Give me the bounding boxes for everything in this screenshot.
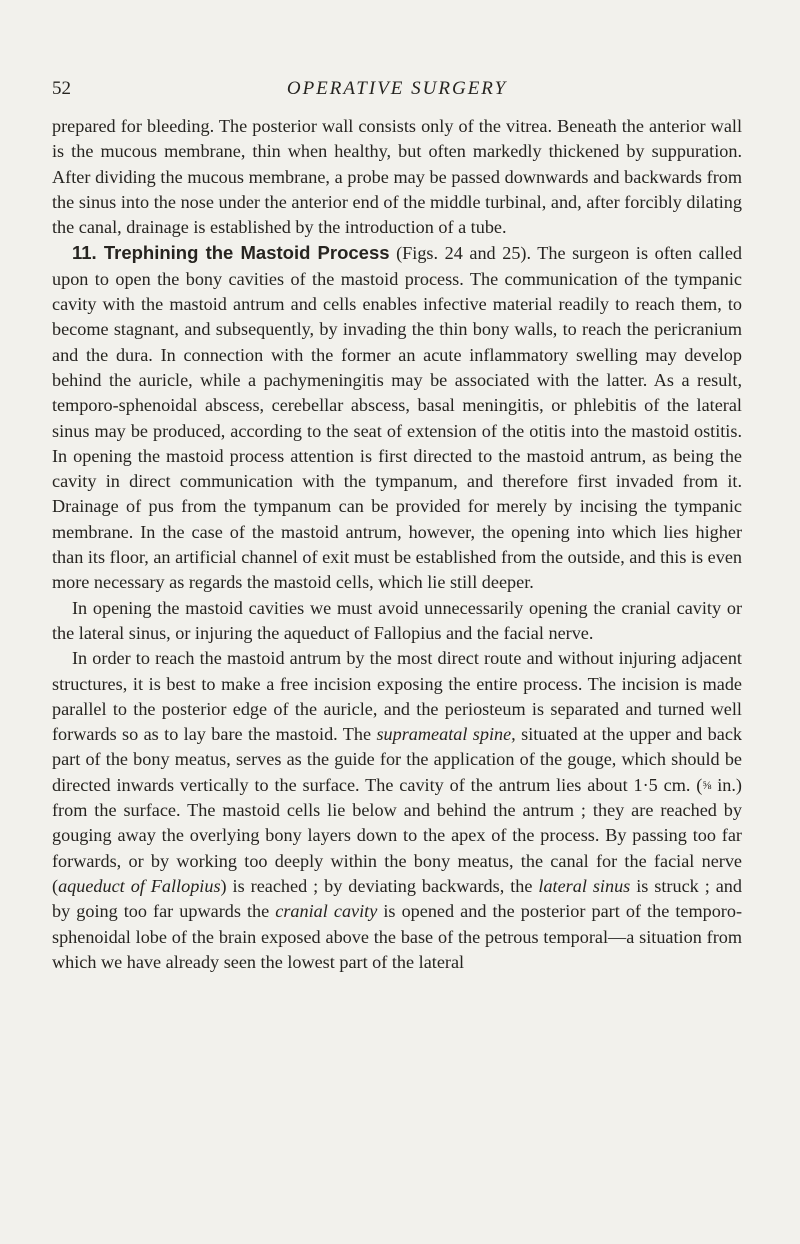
paragraph-4 [52, 646, 742, 975]
paragraph-4-text-6: is opened and the posterior part of the temporo-sphenoidal lobe of the brain exposed above the base of the petrous temporal—a situation from which we have already seen the lowest part of the lateral [52, 901, 742, 972]
fraction: ⅝ [702, 777, 712, 792]
term-aqueduct-of-fallopius: aqueduct of Fallopius [58, 875, 221, 896]
page-number: 52 [52, 78, 71, 99]
paragraph-4-text-4: ) is reached ; by deviating backwards, the [220, 875, 539, 896]
paragraph-2-text: (Figs. 24 and 25). The surgeon is often called upon to open the bony cavities of the mastoid process. The communication of the tympanic cavity with the mastoid antrum and cells enables infective material readily to reach them, to become stagnant, and subsequently, by invading the thin bony walls, to reach the pericranium and the dura. In connection with the former an acute inflammatory swelling may develop behind the auricle, while a pachymeningitis may be associated with the latter. As a result, temporo-sphenoidal abscess, cerebellar abscess, basal meningitis, or phlebitis of the lateral sinus may be produced, according to the seat of extension of the otitis into the mastoid ostitis. In opening the mastoid process attention is first directed to the mastoid antrum, as being the cavity in direct communication with the tympanum, and therefore first invaded from it. Drainage of pus from the tympanum can be provided for merely by incising the tympanic membrane. In the case of the mastoid antrum, however, the opening into which lies higher than its floor, an artificial channel of exit must be established from the outside, and this is even more necessary as regards the mastoid cells, which lie still deeper. [52, 243, 742, 593]
section-heading: 11. Trephining the Mastoid Process [72, 242, 390, 264]
paragraph-3: In opening the mastoid cavities we must avoid unnecessarily opening the cranial cavity or the lateral sinus, or injuring the aqueduct of Fallopius and the facial nerve. [52, 597, 742, 643]
paragraph-4-text-2: situated at the upper and back part of the bony meatus, serves as the guide for the application of the gouge, which should be directed inwards vertically to the surface. The cavity of the antrum lies about 1·5 cm. ( [52, 724, 742, 795]
running-title: OPERATIVE SURGERY [286, 78, 508, 99]
term-lateral-sinus: lateral sinus [538, 875, 631, 896]
paragraph-4-text-1: In order to reach the mastoid antrum by the most direct route and without injuring adjacent structures, it is best to make a free incision exposing the entire process. The incision is made parallel to the posterior edge of the auricle, and the periosteum is separated and turned well forwards so as to lay bare the mastoid. The [52, 648, 742, 745]
paragraph-1: prepared for bleeding. The posterior wall consists only of the vitrea. Beneath the anterior wall is the mucous membrane, thin when healthy, but often markedly thickened by suppuration. After dividing the mucous membrane, a probe may be passed downwards and backwards from the sinus into the nose under the anterior end of the middle turbinal, and, after forcibly dilating the canal, drainage is established by the introduction of a tube. [52, 116, 742, 238]
body-text [52, 114, 742, 975]
term-cranial-cavity: cranial cavity [275, 901, 378, 922]
paragraph-4-text-5: is struck ; and by going too far upwards the [52, 875, 742, 922]
paragraph-4-text-3: in.) from the surface. The mastoid cells lie below and behind the antrum ; they are reached by gouging away the overlying bony layers down to the apex of the process. By passing too far forwards, or by working too deeply within the bony meatus, the canal for the facial nerve ( [52, 774, 742, 896]
page-header [52, 78, 742, 102]
paragraph-2 [52, 240, 742, 595]
term-suprameatal-spine: suprameatal spine, [376, 724, 516, 745]
